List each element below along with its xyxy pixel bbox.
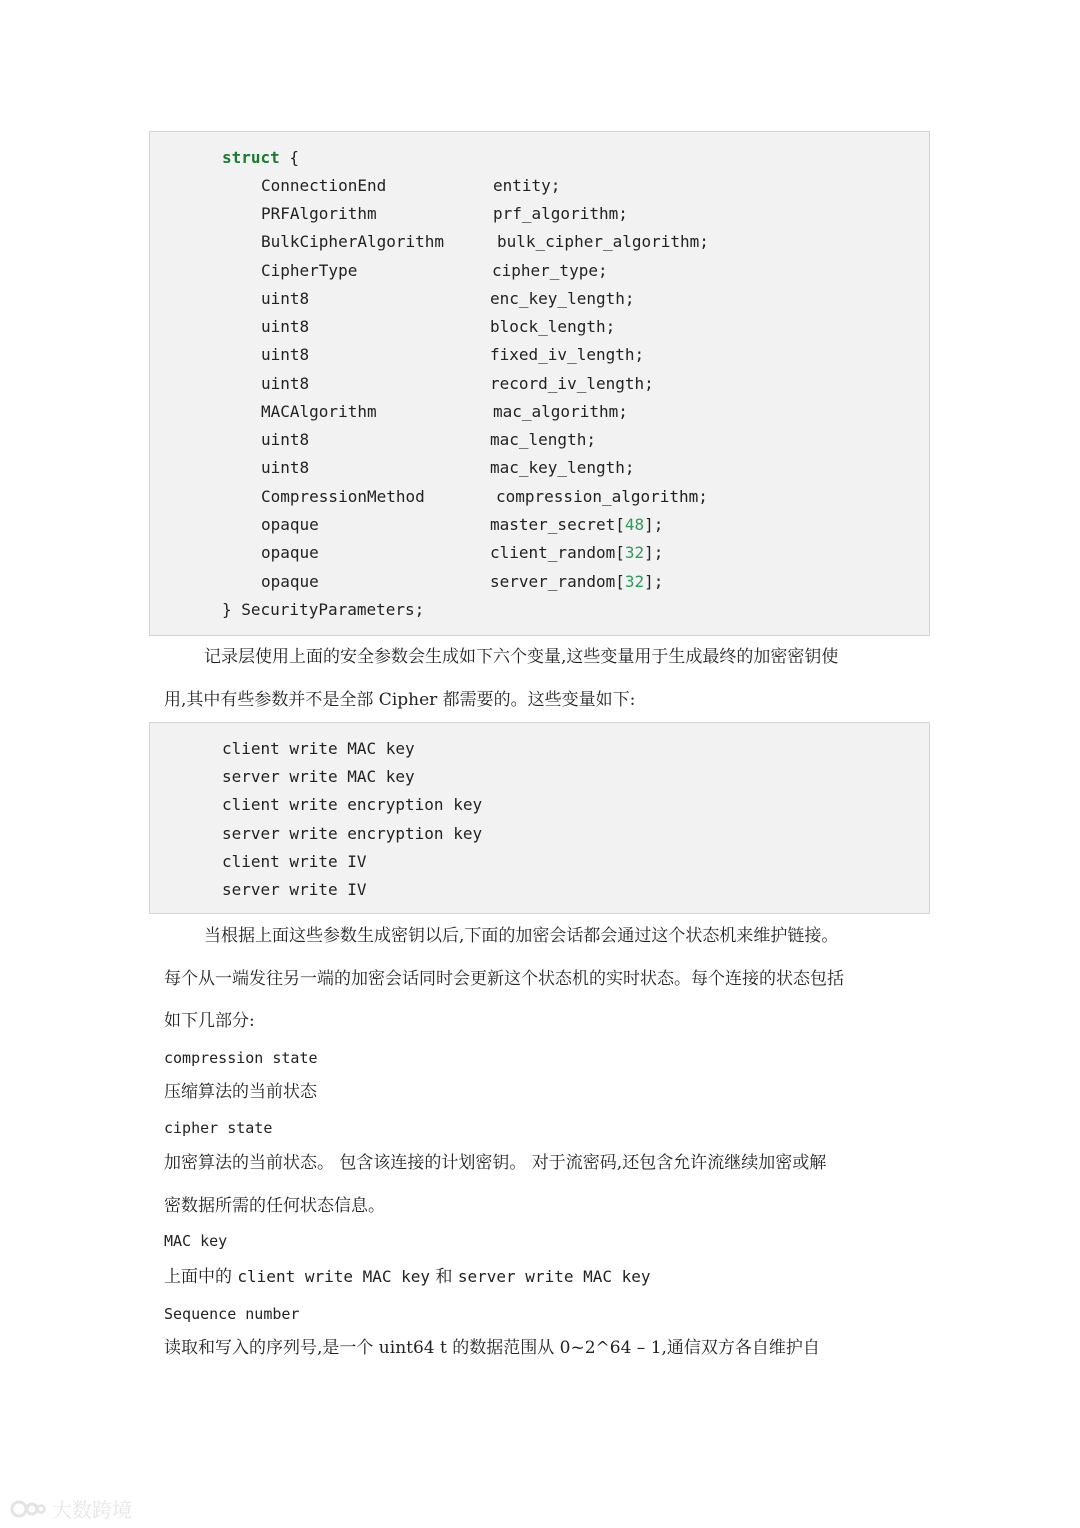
paragraph-line: 当根据上面这些参数生成密钥以后,下面的加密会话都会通过这个状态机来维护链接。 — [204, 926, 839, 946]
code-line: server write IV — [222, 880, 367, 899]
field-name-part: client_random[ — [490, 543, 625, 562]
code-line-struct-open — [222, 148, 299, 168]
paragraph-line: 用,其中有些参数并不是全部 Cipher 都需要的。这些变量如下: — [164, 690, 636, 710]
term-mac-key: MAC key — [164, 1232, 228, 1250]
field-name: mac_key_length; — [490, 458, 635, 477]
desc-compression-state: 压缩算法的当前状态 — [164, 1082, 317, 1102]
field-name-part: ]; — [644, 572, 664, 591]
desc-cipher-state: 密数据所需的任何状态信息。 — [164, 1196, 385, 1216]
desc-text: 上面中的 — [164, 1267, 232, 1287]
field-type: uint8 — [261, 374, 310, 393]
paragraph-line: 每个从一端发往另一端的加密会话同时会更新这个状态机的实时状态。每个连接的状态包括 — [164, 969, 844, 989]
field-type: CompressionMethod — [261, 487, 425, 506]
field-type: opaque — [261, 543, 319, 562]
code-line: server write MAC key — [222, 767, 415, 786]
term-cipher-state: cipher state — [164, 1119, 273, 1137]
array-size-number: 32 — [624, 543, 645, 562]
code-keyword: struct — [222, 148, 280, 167]
desc-sequence-number: 读取和写入的序列号,是一个 uint64 t 的数据范围从 0~2^64 – 1,通信双方各自维护自 — [164, 1338, 820, 1358]
code-line: server write encryption key — [222, 824, 483, 843]
code-line: client write IV — [222, 852, 367, 871]
inline-code: server write MAC key — [457, 1267, 651, 1286]
desc-text: 和 — [435, 1267, 453, 1287]
array-size-number: 32 — [624, 572, 645, 591]
field-type: uint8 — [261, 317, 310, 336]
field-name-part: ]; — [644, 543, 664, 562]
field-type: uint8 — [261, 345, 310, 364]
field-name — [490, 543, 663, 563]
field-name: enc_key_length; — [490, 289, 635, 308]
field-type: uint8 — [261, 430, 310, 449]
field-name-part: server_random[ — [490, 572, 625, 591]
field-type: opaque — [261, 515, 319, 534]
term-sequence-number: Sequence number — [164, 1305, 300, 1323]
field-name: compression_algorithm; — [496, 487, 708, 506]
field-name: cipher_type; — [492, 261, 608, 280]
field-name — [490, 572, 663, 592]
field-name: prf_algorithm; — [493, 204, 628, 223]
term-compression-state: compression state — [164, 1049, 318, 1067]
field-name: mac_length; — [490, 430, 596, 449]
field-name: bulk_cipher_algorithm; — [497, 232, 709, 251]
field-name: record_iv_length; — [490, 374, 654, 393]
desc-cipher-state: 加密算法的当前状态。 包含该连接的计划密钥。 对于流密码,还包含允许流继续加密或解 — [164, 1153, 827, 1173]
field-type: BulkCipherAlgorithm — [261, 232, 445, 251]
field-type: MACAlgorithm — [261, 402, 377, 421]
field-name: block_length; — [490, 317, 616, 336]
field-type: ConnectionEnd — [261, 176, 387, 195]
logo-icon — [10, 1498, 46, 1520]
array-size-number: 48 — [624, 515, 645, 534]
field-name: entity; — [493, 176, 561, 195]
field-type: CipherType — [261, 261, 358, 280]
field-type: uint8 — [261, 289, 310, 308]
code-block-key-variables — [149, 722, 930, 914]
paragraph-line: 记录层使用上面的安全参数会生成如下六个变量,这些变量用于生成最终的加密密钥使 — [204, 647, 839, 667]
field-type: PRFAlgorithm — [261, 204, 377, 223]
desc-mac-key — [164, 1265, 924, 1289]
field-name: mac_algorithm; — [493, 402, 628, 421]
field-type: uint8 — [261, 458, 310, 477]
code-line-struct-close: } SecurityParameters; — [222, 600, 425, 619]
field-name — [490, 515, 663, 535]
watermark-text: 大数跨境 — [52, 1498, 132, 1522]
field-name: fixed_iv_length; — [490, 345, 645, 364]
inline-code: client write MAC key — [237, 1267, 431, 1286]
code-block-security-parameters — [149, 131, 930, 636]
code-line: client write MAC key — [222, 739, 415, 758]
paragraph-line: 如下几部分: — [164, 1011, 255, 1031]
field-name-part: ]; — [644, 515, 664, 534]
watermark — [10, 1494, 132, 1523]
code-line: client write encryption key — [222, 795, 483, 814]
code-brace: { — [279, 148, 300, 167]
field-name-part: master_secret[ — [490, 515, 625, 534]
field-type: opaque — [261, 572, 319, 591]
